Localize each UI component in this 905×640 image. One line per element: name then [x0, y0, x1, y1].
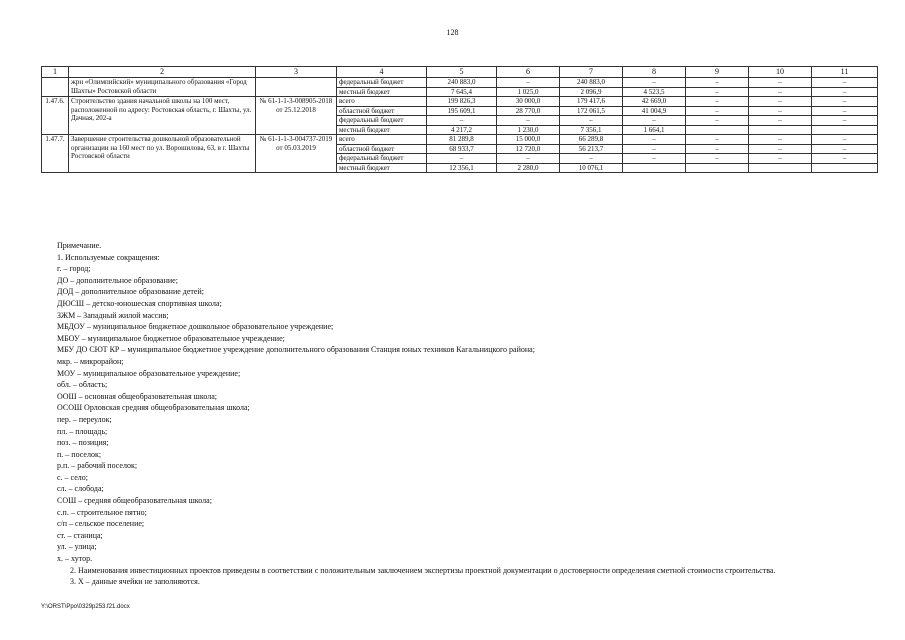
- amount-cell: –: [749, 97, 812, 107]
- abbreviation-item: ст. – станица;: [57, 530, 103, 540]
- table-row: [42, 135, 878, 145]
- abbreviation-item: ЗЖМ – Западный жилой массив;: [57, 310, 169, 320]
- amount-cell: –: [812, 106, 878, 116]
- amount-cell: –: [812, 87, 878, 97]
- amount-cell: 56 213,7: [560, 144, 623, 154]
- project-name-cell: Строительство здания начальной школы на 100 мест, расположенной по адресу: Ростовская область, г. Шахты, ул. Дачная, 202-а: [69, 97, 256, 135]
- header-cell: 11: [812, 67, 878, 78]
- funding-source-cell: федеральный бюджет: [337, 154, 427, 164]
- abbreviation-item: ООШ – основная общеобразовательная школа;: [57, 391, 217, 401]
- abbreviation-item: сл. – слобода;: [57, 484, 104, 494]
- abbreviation-item: МБДОУ – муниципальное бюджетное дошкольное образовательное учреждение;: [57, 322, 334, 332]
- abbreviation-item: с.п. – строительное пятно;: [57, 507, 147, 517]
- expertise-cell: [256, 78, 337, 97]
- amount-cell: [812, 163, 878, 173]
- amount-cell: 195 609,1: [427, 106, 497, 116]
- amount-cell: –: [560, 154, 623, 164]
- notes-item-2: 2. Наименования инвестиционных проектов приведены в соответствии с положительным заключением экспертизы проектной документации о достоверности определения сметной стоимости строительства.: [70, 565, 776, 575]
- amount-cell: [686, 163, 749, 173]
- row-number-cell: 1.47.7.: [42, 135, 69, 173]
- abbreviation-item: ОСОШ Орловская средняя общеобразовательная школа;: [57, 403, 250, 413]
- amount-cell: –: [686, 97, 749, 107]
- header-cell: 1: [42, 67, 69, 78]
- abbreviation-item: х. – хутор.: [57, 554, 93, 564]
- amount-cell: –: [749, 78, 812, 88]
- amount-cell: 68 933,7: [427, 144, 497, 154]
- amount-cell: –: [686, 116, 749, 126]
- amount-cell: –: [623, 116, 686, 126]
- amount-cell: 179 417,6: [560, 97, 623, 107]
- amount-cell: –: [623, 144, 686, 154]
- amount-cell: –: [497, 116, 560, 126]
- header-cell: 7: [560, 67, 623, 78]
- funding-source-cell: областной бюджет: [337, 106, 427, 116]
- amount-cell: –: [812, 97, 878, 107]
- table-header-row: [42, 67, 878, 78]
- amount-cell: 81 289,8: [427, 135, 497, 145]
- amount-cell: 12 720,0: [497, 144, 560, 154]
- amount-cell: –: [749, 87, 812, 97]
- abbreviation-item: п. – поселок;: [57, 449, 102, 459]
- amount-cell: 28 770,0: [497, 106, 560, 116]
- funding-source-cell: местный бюджет: [337, 163, 427, 173]
- amount-cell: –: [812, 154, 878, 164]
- amount-cell: [623, 163, 686, 173]
- amount-cell: 15 000,0: [497, 135, 560, 145]
- header-cell: 9: [686, 67, 749, 78]
- abbreviation-item: обл. – область;: [57, 380, 108, 390]
- amount-cell: –: [686, 78, 749, 88]
- page-number: 128: [446, 28, 459, 37]
- amount-cell: 66 289,8: [560, 135, 623, 145]
- amount-cell: 10 076,1: [560, 163, 623, 173]
- abbreviation-item: МБУ ДО СЮТ КР – муниципальное бюджетное учреждение дополнительного образования Станция юных техников Кагальницкого района;: [57, 345, 535, 355]
- amount-cell: 1 664,1: [623, 125, 686, 135]
- amount-cell: –: [427, 154, 497, 164]
- abbreviation-item: ДОД – дополнительное образование детей;: [57, 287, 204, 297]
- abbreviation-item: с/п – сельское поселение;: [57, 519, 145, 529]
- amount-cell: [749, 163, 812, 173]
- header-cell: 2: [69, 67, 256, 78]
- amount-cell: –: [623, 78, 686, 88]
- abbreviation-item: пл. – площадь;: [57, 426, 108, 436]
- amount-cell: 2 280,0: [497, 163, 560, 173]
- funding-source-cell: федеральный бюджет: [337, 116, 427, 126]
- amount-cell: –: [560, 116, 623, 126]
- funding-source-cell: всего: [337, 97, 427, 107]
- amount-cell: –: [812, 116, 878, 126]
- amount-cell: –: [749, 135, 812, 145]
- amount-cell: –: [497, 78, 560, 88]
- amount-cell: 42 669,0: [623, 97, 686, 107]
- amount-cell: [686, 125, 749, 135]
- notes-section: [57, 240, 865, 588]
- funding-source-cell: федеральный бюджет: [337, 78, 427, 88]
- abbreviation-list: [57, 263, 865, 564]
- table-row: [42, 97, 878, 107]
- header-cell: 4: [337, 67, 427, 78]
- header-cell: 3: [256, 67, 337, 78]
- amount-cell: 240 883,0: [427, 78, 497, 88]
- project-name-cell: Завершение строительства дошкольной образовательной организации на 160 мест по ул. Ворошилова, 63, в г. Шахты Ростовской области: [69, 135, 256, 173]
- abbreviation-item: МБОУ – муниципальное бюджетное образовательное учреждение;: [57, 333, 285, 343]
- row-number-cell: [42, 78, 69, 97]
- abbreviation-item: ДЮСШ – детско-юношеская спортивная школа;: [57, 298, 222, 308]
- amount-cell: 1 230,0: [497, 125, 560, 135]
- amount-cell: –: [812, 78, 878, 88]
- amount-cell: 2 096,9: [560, 87, 623, 97]
- funding-source-cell: всего: [337, 135, 427, 145]
- abbreviation-item: р.п. – рабочий поселок;: [57, 461, 138, 471]
- abbreviation-item: МОУ – муниципальное образовательное учреждение;: [57, 368, 241, 378]
- amount-cell: 7 645,4: [427, 87, 497, 97]
- abbreviation-item: ул. – улица;: [57, 542, 97, 552]
- abbreviation-item: мкр. – микрорайон;: [57, 356, 124, 366]
- amount-cell: 240 883,0: [560, 78, 623, 88]
- amount-cell: –: [812, 144, 878, 154]
- amount-cell: [749, 125, 812, 135]
- funding-source-cell: местный бюджет: [337, 125, 427, 135]
- notes-item-1: 1. Используемые сокращения:: [57, 252, 160, 262]
- abbreviation-item: поз. – позиция;: [57, 438, 109, 448]
- header-cell: 10: [749, 67, 812, 78]
- amount-cell: 12 356,1: [427, 163, 497, 173]
- amount-cell: –: [686, 106, 749, 116]
- file-path-footer: Y:\ORST\Ppo\0329p253.f21.docx: [41, 604, 130, 610]
- abbreviation-item: с. – село;: [57, 472, 88, 482]
- amount-cell: 41 004,9: [623, 106, 686, 116]
- table-row: [42, 78, 878, 88]
- amount-cell: –: [749, 116, 812, 126]
- amount-cell: –: [686, 144, 749, 154]
- row-number-cell: 1.47.6.: [42, 97, 69, 135]
- amount-cell: –: [749, 106, 812, 116]
- funding-source-cell: местный бюджет: [337, 87, 427, 97]
- amount-cell: –: [686, 135, 749, 145]
- header-cell: 5: [427, 67, 497, 78]
- abbreviation-item: ДО – дополнительное образование;: [57, 275, 178, 285]
- amount-cell: –: [623, 154, 686, 164]
- amount-cell: [812, 125, 878, 135]
- amount-cell: –: [497, 154, 560, 164]
- notes-item-3: 3. Х – данные ячейки не заполняются.: [70, 577, 200, 587]
- amount-cell: 7 356,1: [560, 125, 623, 135]
- amount-cell: –: [749, 154, 812, 164]
- amount-cell: 4 523,5: [623, 87, 686, 97]
- amount-cell: –: [812, 135, 878, 145]
- abbreviation-item: СОШ – средняя общеобразовательная школа;: [57, 496, 212, 506]
- investment-table: [41, 66, 878, 173]
- header-cell: 8: [623, 67, 686, 78]
- amount-cell: –: [427, 116, 497, 126]
- project-name-cell: жрн «Олимпийский» муниципального образования «Город Шахты» Ростовской области: [69, 78, 256, 97]
- amount-cell: –: [749, 144, 812, 154]
- amount-cell: 4 217,2: [427, 125, 497, 135]
- abbreviation-item: пер. – переулок;: [57, 414, 112, 424]
- amount-cell: –: [686, 154, 749, 164]
- amount-cell: 30 000,0: [497, 97, 560, 107]
- amount-cell: –: [623, 135, 686, 145]
- expertise-cell: № 61-1-1-3-008905-2018 от 25.12.2018: [256, 97, 337, 135]
- amount-cell: –: [686, 87, 749, 97]
- amount-cell: 172 061,5: [560, 106, 623, 116]
- amount-cell: 1 025,0: [497, 87, 560, 97]
- abbreviation-item: г. – город;: [57, 264, 91, 274]
- header-cell: 6: [497, 67, 560, 78]
- funding-source-cell: областной бюджет: [337, 144, 427, 154]
- notes-title: Примечание.: [57, 241, 102, 250]
- amount-cell: 199 826,3: [427, 97, 497, 107]
- expertise-cell: № 61-1-1-3-004737-2019 от 05.03.2019: [256, 135, 337, 173]
